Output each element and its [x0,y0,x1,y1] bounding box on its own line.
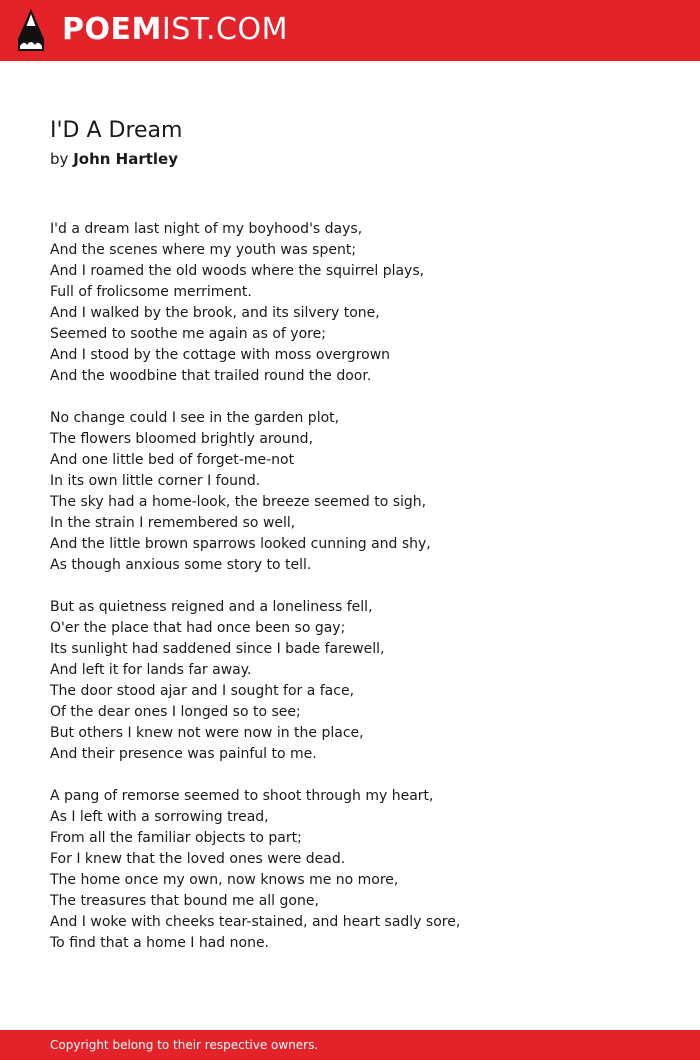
stanza [50,408,670,576]
poem-line: No change could I see in the garden plot, [50,410,340,426]
poem-line: And I stood by the cottage with moss overgrown [50,347,391,363]
poem-line: The flowers bloomed brightly around, [50,431,314,447]
poem-line: As I left with a sorrowing tread, [50,809,269,825]
byline [50,148,178,170]
by-label: by [50,150,69,168]
poem-line: And the scenes where my youth was spent; [50,242,357,258]
poem-line: Seemed to soothe me again as of yore; [50,326,326,342]
poem-line: Full of frolicsome merriment. [50,284,252,300]
pencil-logo-icon[interactable] [18,9,44,51]
stanza [50,597,670,765]
stanza [50,786,670,954]
poem-line: But others I knew not were now in the place, [50,725,364,741]
poem-line: But as quietness reigned and a loneliness fell, [50,599,373,615]
poem-line: The door stood ajar and I sought for a face, [50,683,355,699]
poem-line: And one little bed of forget-me-not [50,452,295,468]
poem-line: To find that a home I had none. [50,935,270,951]
poem-line: And I roamed the old woods where the squirrel plays, [50,263,425,279]
poem-line: And I woke with cheeks tear-stained, and heart sadly sore, [50,914,461,930]
stanza [50,219,670,387]
poem-line: And the woodbine that trailed round the door. [50,368,372,384]
poem-line: As though anxious some story to tell. [50,557,312,573]
poem-line: The treasures that bound me all gone, [50,893,319,909]
poem-title: I'D A Dream [50,118,183,143]
poem-line: In its own little corner I found. [50,473,261,489]
logo-light-text: IST.COM [161,12,288,47]
poem-line: And I walked by the brook, and its silvery tone, [50,305,380,321]
poem-line: A pang of remorse seemed to shoot through my heart, [50,788,434,804]
poem-line: And their presence was painful to me. [50,746,317,762]
site-logo[interactable] [62,10,288,50]
poem-line: The sky had a home-look, the breeze seemed to sigh, [50,494,427,510]
author-name: John Hartley [73,150,178,168]
poem-line: I'd a dream last night of my boyhood's days, [50,221,363,237]
poem-body [50,219,670,975]
poem-line: O'er the place that had once been so gay; [50,620,346,636]
logo-bold-text: POEM [62,12,162,47]
poem-line: From all the familiar objects to part; [50,830,302,846]
poem-line: The home once my own, now knows me no more, [50,872,399,888]
site-header [0,0,700,61]
poem-line: In the strain I remembered so well, [50,515,296,531]
site-footer [0,1030,700,1060]
copyright-text: Copyright belong to their respective owners. [50,1038,319,1052]
poem-line: For I knew that the loved ones were dead. [50,851,346,867]
poem-line: And left it for lands far away. [50,662,252,678]
poem-line: And the little brown sparrows looked cunning and shy, [50,536,431,552]
poem-line: Its sunlight had saddened since I bade farewell, [50,641,385,657]
poem-line: Of the dear ones I longed so to see; [50,704,301,720]
